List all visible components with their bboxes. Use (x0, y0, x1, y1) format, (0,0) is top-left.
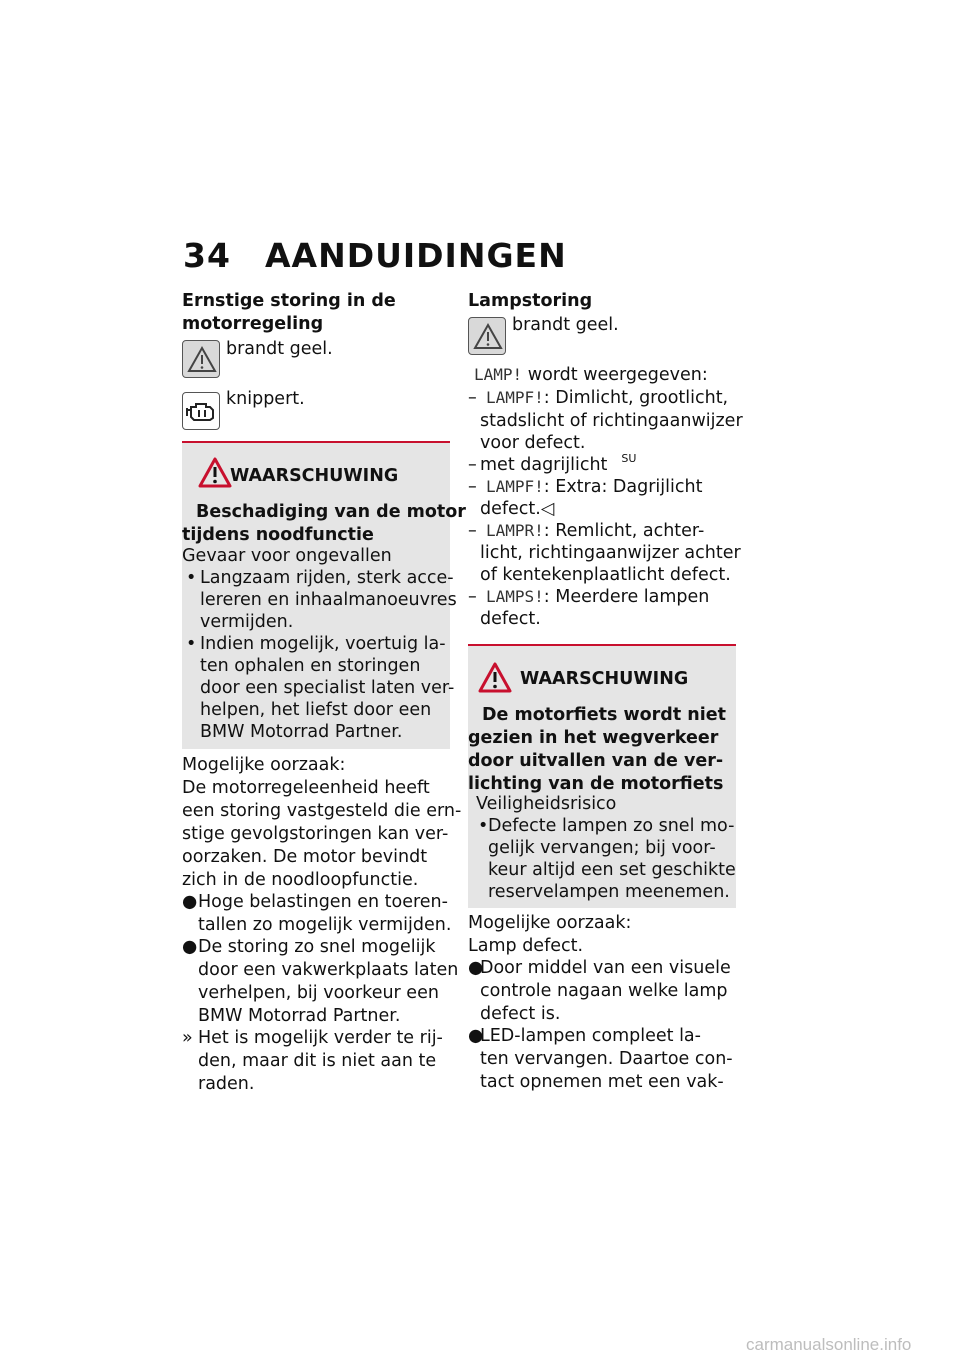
body-line: Lamp defect. (468, 936, 584, 956)
display-line (474, 364, 708, 387)
warning-text: BMW Motorrad Partner. (200, 722, 403, 742)
lamp-code: LAMPF! (486, 477, 544, 496)
section-title: Lampstoring (468, 291, 593, 311)
bullet-dot: ● (468, 1026, 484, 1046)
warning-text: lereren en inhaalmanoeuvres (200, 590, 457, 610)
lamp-code: LAMPF! (486, 388, 544, 407)
warning-box (468, 644, 736, 908)
warning-light-icon (468, 317, 506, 355)
lamp-text: : Extra: Dagrijlicht (543, 477, 703, 497)
action-text: Door middel van een visuele (480, 958, 731, 978)
cause-label: Mogelijke oorzaak: (182, 755, 346, 775)
warning-box (182, 441, 466, 749)
engine-icon (182, 392, 220, 430)
bullet-dot: ● (468, 958, 484, 978)
dash: – (468, 477, 477, 497)
action-text: tallen zo mogelijk vermijden. (198, 915, 452, 935)
warning-title: Beschadiging van de motor (196, 502, 466, 522)
lamp-text: defect. (480, 609, 541, 629)
icon-caption: knippert. (226, 389, 305, 409)
warning-text: ten ophalen en storingen (200, 656, 421, 676)
lamp-item (486, 476, 702, 499)
warning-text: Indien mogelijk, voertuig la- (200, 634, 446, 654)
dash: – (468, 455, 477, 475)
result-text: Het is mogelijk verder te rij- (198, 1028, 443, 1048)
lamp-text: : Meerdere lampen (543, 587, 710, 607)
lamp-text: voor defect. (480, 433, 586, 453)
action-text: ten vervangen. Daartoe con- (480, 1049, 733, 1069)
dagrijlicht-line (480, 454, 636, 479)
icon-caption: brandt geel. (226, 339, 333, 359)
warning-subtitle: Veiligheidsrisico (476, 794, 617, 814)
body-line: stige gevolgstoringen kan ver- (182, 824, 449, 844)
action-text: Hoge belastingen en toeren- (198, 892, 448, 912)
page-number: 34 (183, 236, 231, 275)
page-header (183, 236, 567, 275)
result-arrow-icon: » (182, 1028, 193, 1048)
warning-text: gelijk vervangen; bij voor- (488, 838, 716, 858)
warning-text: vermijden. (200, 612, 294, 632)
warning-text: helpen, het liefst door een (200, 700, 432, 720)
lamp-item (486, 387, 728, 410)
lamp-text: of kentekenplaatlicht defect. (480, 565, 731, 585)
warning-subtitle: Gevaar voor ongevallen (182, 546, 392, 566)
lamp-item (486, 520, 704, 543)
action-text: De storing zo snel mogelijk (198, 937, 436, 957)
warning-icon (478, 662, 512, 693)
bullet-dot: • (186, 568, 197, 588)
body-line: zich in de noodloopfunctie. (182, 870, 419, 890)
warning-icon (198, 457, 232, 488)
action-text: controle nagaan welke lamp (480, 981, 728, 1001)
footer-watermark: carmanualsonline.info (746, 1335, 912, 1354)
warning-text: keur altijd een set geschikte (488, 860, 736, 880)
warning-text: door een specialist laten ver- (200, 678, 455, 698)
option-marker: SU (621, 452, 637, 465)
page-title: AANDUIDINGEN (265, 236, 567, 275)
action-text: verhelpen, bij voorkeur een (198, 983, 439, 1003)
action-text: BMW Motorrad Partner. (198, 1006, 401, 1026)
dash: – (468, 587, 477, 607)
dash: – (468, 521, 477, 541)
lamp-code: LAMP! (474, 365, 523, 384)
dash: – (468, 388, 477, 408)
bullet-dot: • (186, 634, 197, 654)
body-line: oorzaken. De motor bevindt (182, 847, 428, 867)
warning-title: door uitvallen van de ver- (468, 751, 724, 771)
result-text: raden. (198, 1074, 255, 1094)
body-line: De motorregeleenheid heeft (182, 778, 430, 798)
warning-text: reservelampen meenemen. (488, 882, 730, 902)
display-text: wordt weergegeven: (527, 365, 708, 385)
icon-caption: brandt geel. (512, 315, 619, 335)
warning-title: De motorfiets wordt niet (482, 705, 726, 725)
action-text: defect is. (480, 1004, 561, 1024)
bullet-dot: ● (182, 892, 198, 912)
lamp-code: LAMPR! (486, 521, 544, 540)
lamp-text: licht, richtingaanwijzer achter (480, 543, 741, 563)
warning-title: gezien in het wegverkeer (468, 728, 719, 748)
warning-text: Defecte lampen zo snel mo- (488, 816, 735, 836)
section-title: Ernstige storing in de (182, 291, 396, 311)
lamp-text: stadslicht of richtingaanwijzer (480, 411, 743, 431)
warning-title: tijdens noodfunctie (182, 525, 374, 545)
lamp-text: defect.◁ (480, 499, 555, 519)
warning-title: lichting van de motorfiets (468, 774, 724, 794)
dagrijlicht-text: met dagrijlicht (480, 455, 608, 475)
lamp-item (486, 586, 709, 609)
body-line: een storing vastgesteld die ern- (182, 801, 462, 821)
section-title: motorregeling (182, 314, 324, 334)
lamp-code: LAMPS! (486, 587, 544, 606)
warning-text: Langzaam rijden, sterk acce- (200, 568, 454, 588)
lamp-text: : Dimlicht, grootlicht, (543, 388, 729, 408)
result-text: den, maar dit is niet aan te (198, 1051, 437, 1071)
bullet-dot: ● (182, 937, 198, 957)
action-text: door een vakwerkplaats laten (198, 960, 459, 980)
action-text: LED-lampen compleet la- (480, 1026, 701, 1046)
warning-light-icon (182, 340, 220, 378)
bullet-dot: • (478, 816, 489, 836)
action-text: tact opnemen met een vak- (480, 1072, 724, 1092)
lamp-text: : Remlicht, achter- (543, 521, 705, 541)
warning-heading: WAARSCHUWING (520, 669, 689, 689)
warning-heading: WAARSCHUWING (230, 466, 399, 486)
cause-label: Mogelijke oorzaak: (468, 913, 632, 933)
